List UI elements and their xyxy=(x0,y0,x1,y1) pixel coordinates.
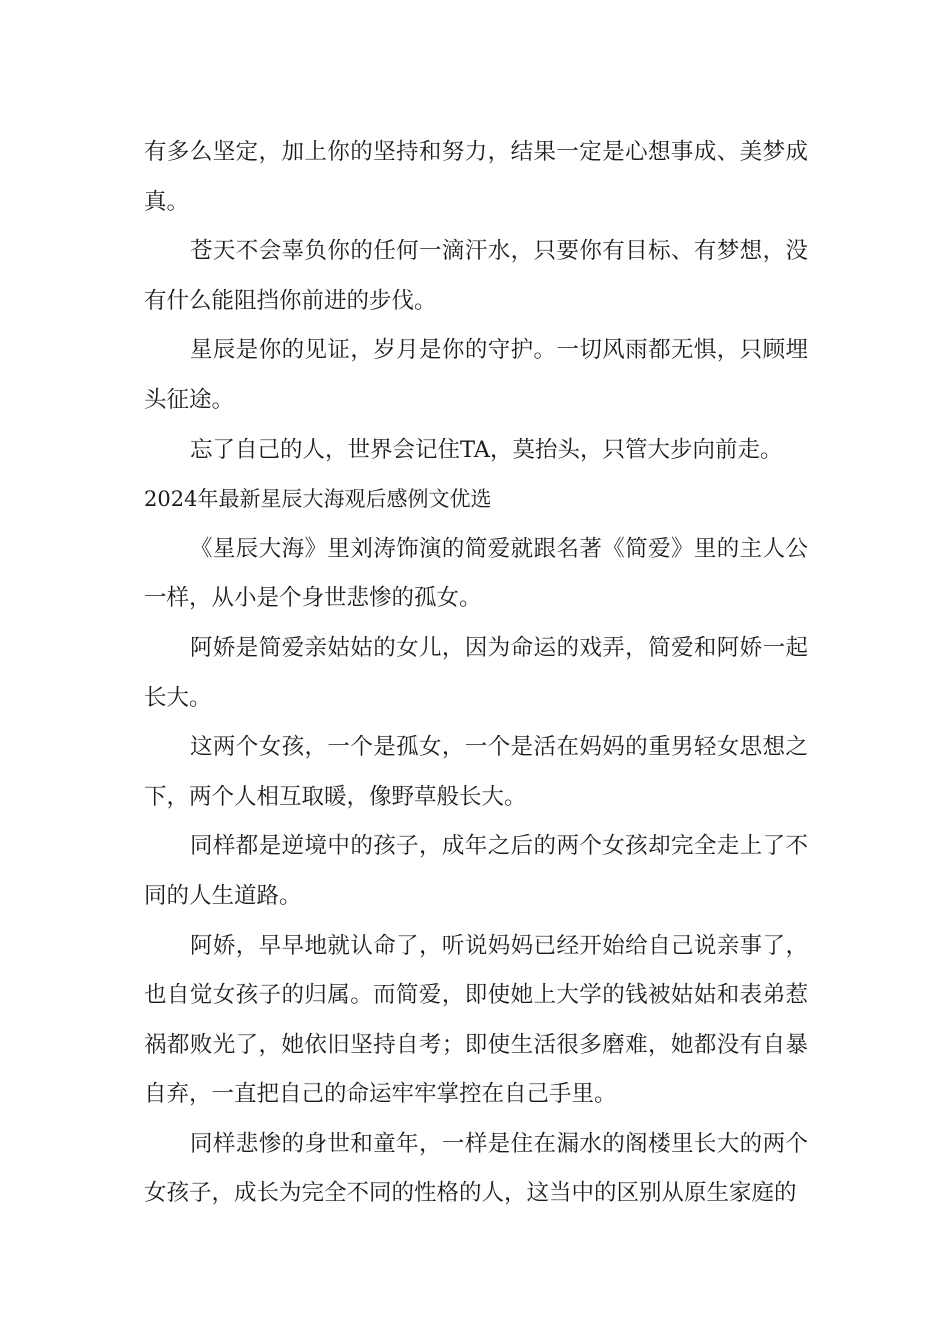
paragraph-upbringing: 同样悲惨的身世和童年，一样是住在漏水的阁楼里长大的两个女孩子，成长为完全不同的性格的人，这当中的区别从原生家庭的 xyxy=(144,1130,808,1207)
paragraph-intro: 《星辰大海》里刘涛饰演的简爱就跟名著《简爱》里的主人公一样，从小是个身世悲惨的孤女。 xyxy=(144,535,808,612)
paragraph-different-paths: 同样都是逆境中的孩子，成年之后的两个女孩却完全走上了不同的人生道路。 xyxy=(144,833,808,909)
paragraph-contrast: 阿娇，早早地就认命了，听说妈妈已经开始给自己说亲事了，也自觉女孩子的归属。而简爱，即使她上大学的钱被姑姑和表弟惹祸都败光了，她依旧坚持自考；即使生活很多磨难，她都没有自暴自弃，一直把自己的命运牢牢掌控在自己手里。 xyxy=(144,932,808,1108)
paragraph-ajiao: 阿娇是简爱亲姑姑的女儿，因为命运的戏弄，简爱和阿娇一起长大。 xyxy=(144,634,808,711)
paragraph-stars: 星辰是你的见证，岁月是你的守护。一切风雨都无惧，只顾埋头征途。 xyxy=(144,337,808,413)
paragraph-forget-self: 忘了自己的人，世界会记住TA，莫抬头，只管大步向前走。 xyxy=(190,436,783,463)
paragraph-two-girls: 这两个女孩，一个是孤女，一个是活在妈妈的重男轻女思想之下，两个人相互取暖，像野草般长大。 xyxy=(144,734,808,810)
paragraph-continuation: 有多么坚定，加上你的坚持和努力，结果一定是心想事成、美梦成真。 xyxy=(144,139,808,215)
paragraph-effort: 苍天不会辜负你的任何一滴汗水，只要你有目标、有梦想，没有什么能阻挡你前进的步伐。 xyxy=(144,238,808,314)
section-title: 2024年最新星辰大海观后感例文优选 xyxy=(144,487,492,512)
document-body xyxy=(144,128,808,1219)
